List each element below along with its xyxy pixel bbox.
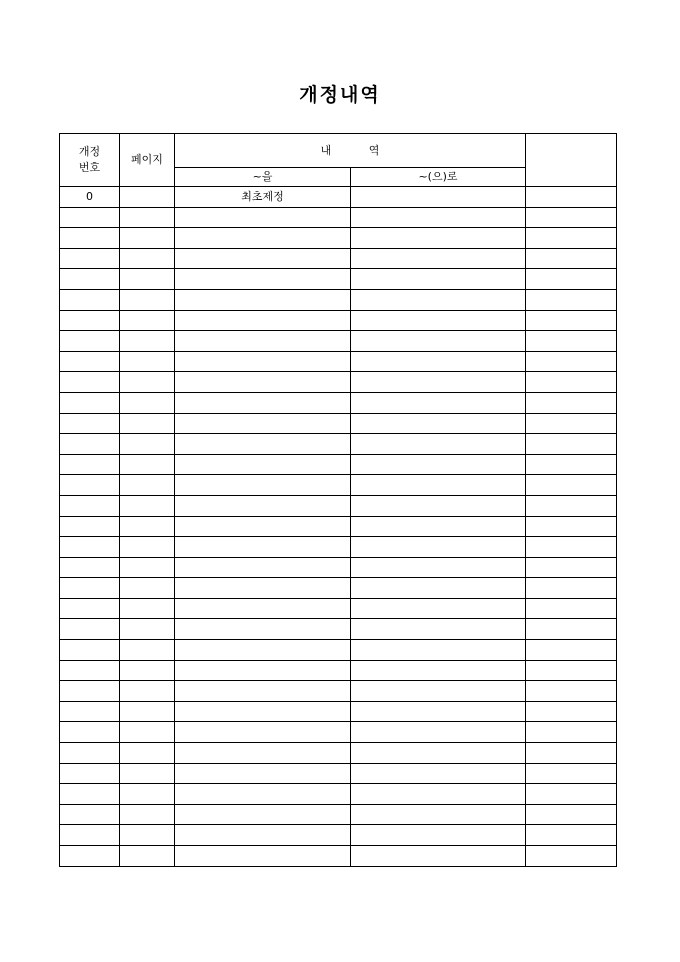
cell-to xyxy=(351,825,526,846)
cell-from xyxy=(175,372,351,393)
cell-page xyxy=(120,825,175,846)
table-row-empty xyxy=(60,351,617,372)
table-row-empty xyxy=(60,701,617,722)
cell-remarks xyxy=(526,289,617,310)
table-row-empty xyxy=(60,413,617,434)
cell-from xyxy=(175,804,351,825)
cell-no xyxy=(60,804,120,825)
cell-from xyxy=(175,763,351,784)
table-row-empty xyxy=(60,640,617,661)
table-row-empty xyxy=(60,475,617,496)
cell-remarks xyxy=(526,434,617,455)
table-row-empty xyxy=(60,763,617,784)
cell-from xyxy=(175,289,351,310)
cell-page xyxy=(120,495,175,516)
cell-remarks xyxy=(526,681,617,702)
cell-to xyxy=(351,475,526,496)
cell-no xyxy=(60,207,120,228)
cell-no xyxy=(60,681,120,702)
cell-to xyxy=(351,351,526,372)
cell-to xyxy=(351,619,526,640)
cell-from xyxy=(175,660,351,681)
cell-no xyxy=(60,331,120,352)
table-row-empty xyxy=(60,681,617,702)
cell-to xyxy=(351,578,526,599)
cell-page xyxy=(120,516,175,537)
header-row xyxy=(60,134,617,168)
cell-no xyxy=(60,351,120,372)
cell-remarks xyxy=(526,619,617,640)
cell-page xyxy=(120,537,175,558)
cell-remarks xyxy=(526,351,617,372)
cell-no xyxy=(60,248,120,269)
cell-to xyxy=(351,557,526,578)
cell-from xyxy=(175,846,351,867)
cell-from xyxy=(175,310,351,331)
cell-no xyxy=(60,578,120,599)
table-row-empty xyxy=(60,722,617,743)
cell-page xyxy=(120,784,175,805)
cell-remarks xyxy=(526,454,617,475)
cell-from xyxy=(175,495,351,516)
cell-page xyxy=(120,228,175,249)
cell-remarks xyxy=(526,743,617,764)
cell-page xyxy=(120,392,175,413)
cell-from xyxy=(175,413,351,434)
cell-no: 0 xyxy=(60,187,120,208)
cell-no xyxy=(60,557,120,578)
cell-page xyxy=(120,578,175,599)
table-row-empty xyxy=(60,228,617,249)
header-content: 내 역 xyxy=(175,134,526,168)
table-row-empty xyxy=(60,743,617,764)
cell-page xyxy=(120,207,175,228)
cell-remarks xyxy=(526,578,617,599)
cell-no xyxy=(60,372,120,393)
cell-no xyxy=(60,640,120,661)
table-row-empty xyxy=(60,516,617,537)
table-row-empty xyxy=(60,434,617,455)
cell-page xyxy=(120,413,175,434)
cell-no xyxy=(60,701,120,722)
header-revision-no: 개정 번호 xyxy=(60,134,120,187)
table-row-empty xyxy=(60,392,617,413)
cell-page xyxy=(120,701,175,722)
cell-to xyxy=(351,701,526,722)
cell-no xyxy=(60,743,120,764)
cell-to xyxy=(351,846,526,867)
cell-to xyxy=(351,495,526,516)
cell-to xyxy=(351,681,526,702)
cell-no xyxy=(60,763,120,784)
cell-to xyxy=(351,516,526,537)
cell-from xyxy=(175,516,351,537)
cell-remarks xyxy=(526,372,617,393)
cell-from xyxy=(175,351,351,372)
cell-from xyxy=(175,640,351,661)
cell-remarks xyxy=(526,763,617,784)
cell-no xyxy=(60,392,120,413)
cell-no xyxy=(60,660,120,681)
table-row-empty xyxy=(60,269,617,290)
cell-remarks xyxy=(526,207,617,228)
cell-remarks xyxy=(526,187,617,208)
cell-page xyxy=(120,475,175,496)
cell-from xyxy=(175,557,351,578)
page-title: 개정내역 xyxy=(299,84,381,106)
cell-no xyxy=(60,516,120,537)
cell-remarks xyxy=(526,228,617,249)
cell-no xyxy=(60,619,120,640)
cell-remarks xyxy=(526,557,617,578)
cell-to xyxy=(351,722,526,743)
header-remarks xyxy=(526,134,617,187)
cell-from xyxy=(175,248,351,269)
cell-to xyxy=(351,392,526,413)
cell-remarks xyxy=(526,475,617,496)
cell-remarks xyxy=(526,413,617,434)
cell-from xyxy=(175,475,351,496)
cell-page xyxy=(120,454,175,475)
cell-page xyxy=(120,660,175,681)
cell-remarks xyxy=(526,248,617,269)
cell-from xyxy=(175,701,351,722)
cell-to xyxy=(351,331,526,352)
table-row-empty xyxy=(60,825,617,846)
revision-history-table xyxy=(59,133,617,867)
cell-page xyxy=(120,640,175,661)
table-row-empty xyxy=(60,557,617,578)
cell-to xyxy=(351,187,526,208)
table-row-empty xyxy=(60,289,617,310)
cell-page xyxy=(120,269,175,290)
cell-to xyxy=(351,763,526,784)
cell-from xyxy=(175,207,351,228)
table-row-empty xyxy=(60,846,617,867)
table-row xyxy=(60,187,617,208)
table-row-empty xyxy=(60,619,617,640)
cell-to xyxy=(351,537,526,558)
table-row-empty xyxy=(60,598,617,619)
cell-no xyxy=(60,310,120,331)
cell-no xyxy=(60,846,120,867)
cell-remarks xyxy=(526,722,617,743)
cell-from xyxy=(175,269,351,290)
cell-to xyxy=(351,434,526,455)
cell-from xyxy=(175,598,351,619)
cell-page xyxy=(120,598,175,619)
cell-remarks xyxy=(526,516,617,537)
cell-no xyxy=(60,722,120,743)
header-from: ~을 xyxy=(175,168,351,187)
cell-from: 최초제정 xyxy=(175,187,351,208)
cell-no xyxy=(60,475,120,496)
cell-page xyxy=(120,248,175,269)
cell-to xyxy=(351,454,526,475)
cell-no xyxy=(60,598,120,619)
cell-remarks xyxy=(526,310,617,331)
cell-to xyxy=(351,660,526,681)
cell-no xyxy=(60,434,120,455)
cell-from xyxy=(175,454,351,475)
cell-remarks xyxy=(526,331,617,352)
cell-to xyxy=(351,207,526,228)
cell-page xyxy=(120,289,175,310)
table-row-empty xyxy=(60,660,617,681)
table-row-empty xyxy=(60,372,617,393)
cell-remarks xyxy=(526,784,617,805)
cell-from xyxy=(175,578,351,599)
cell-to xyxy=(351,413,526,434)
cell-to xyxy=(351,743,526,764)
cell-page xyxy=(120,310,175,331)
cell-to xyxy=(351,372,526,393)
cell-page xyxy=(120,763,175,784)
cell-no xyxy=(60,454,120,475)
cell-no xyxy=(60,269,120,290)
cell-to xyxy=(351,228,526,249)
table-row-empty xyxy=(60,537,617,558)
cell-to xyxy=(351,248,526,269)
cell-from xyxy=(175,825,351,846)
cell-no xyxy=(60,784,120,805)
cell-no xyxy=(60,537,120,558)
cell-page xyxy=(120,331,175,352)
header-page: 페이지 xyxy=(120,134,175,187)
cell-from xyxy=(175,331,351,352)
cell-to xyxy=(351,804,526,825)
cell-to xyxy=(351,784,526,805)
cell-no xyxy=(60,413,120,434)
cell-remarks xyxy=(526,640,617,661)
cell-from xyxy=(175,434,351,455)
cell-from xyxy=(175,228,351,249)
header-to: ~(으)로 xyxy=(351,168,526,187)
cell-remarks xyxy=(526,537,617,558)
cell-page xyxy=(120,619,175,640)
cell-no xyxy=(60,495,120,516)
table-row-empty xyxy=(60,207,617,228)
cell-from xyxy=(175,619,351,640)
cell-page xyxy=(120,804,175,825)
cell-page xyxy=(120,187,175,208)
cell-from xyxy=(175,681,351,702)
cell-page xyxy=(120,722,175,743)
cell-remarks xyxy=(526,825,617,846)
cell-no xyxy=(60,228,120,249)
cell-remarks xyxy=(526,598,617,619)
cell-remarks xyxy=(526,392,617,413)
cell-remarks xyxy=(526,804,617,825)
cell-to xyxy=(351,289,526,310)
table-row-empty xyxy=(60,495,617,516)
table-row-empty xyxy=(60,248,617,269)
table-row-empty xyxy=(60,454,617,475)
cell-to xyxy=(351,269,526,290)
cell-from xyxy=(175,743,351,764)
cell-page xyxy=(120,681,175,702)
cell-page xyxy=(120,434,175,455)
cell-to xyxy=(351,310,526,331)
cell-to xyxy=(351,640,526,661)
cell-remarks xyxy=(526,846,617,867)
cell-remarks xyxy=(526,660,617,681)
cell-page xyxy=(120,846,175,867)
cell-page xyxy=(120,743,175,764)
table-row-empty xyxy=(60,331,617,352)
cell-remarks xyxy=(526,269,617,290)
table-row-empty xyxy=(60,804,617,825)
cell-remarks xyxy=(526,495,617,516)
cell-from xyxy=(175,537,351,558)
cell-no xyxy=(60,289,120,310)
cell-page xyxy=(120,351,175,372)
cell-from xyxy=(175,722,351,743)
table-row-empty xyxy=(60,310,617,331)
cell-to xyxy=(351,598,526,619)
cell-page xyxy=(120,372,175,393)
cell-no xyxy=(60,825,120,846)
table-row-empty xyxy=(60,784,617,805)
table-row-empty xyxy=(60,578,617,599)
cell-page xyxy=(120,557,175,578)
cell-remarks xyxy=(526,701,617,722)
cell-from xyxy=(175,784,351,805)
cell-from xyxy=(175,392,351,413)
